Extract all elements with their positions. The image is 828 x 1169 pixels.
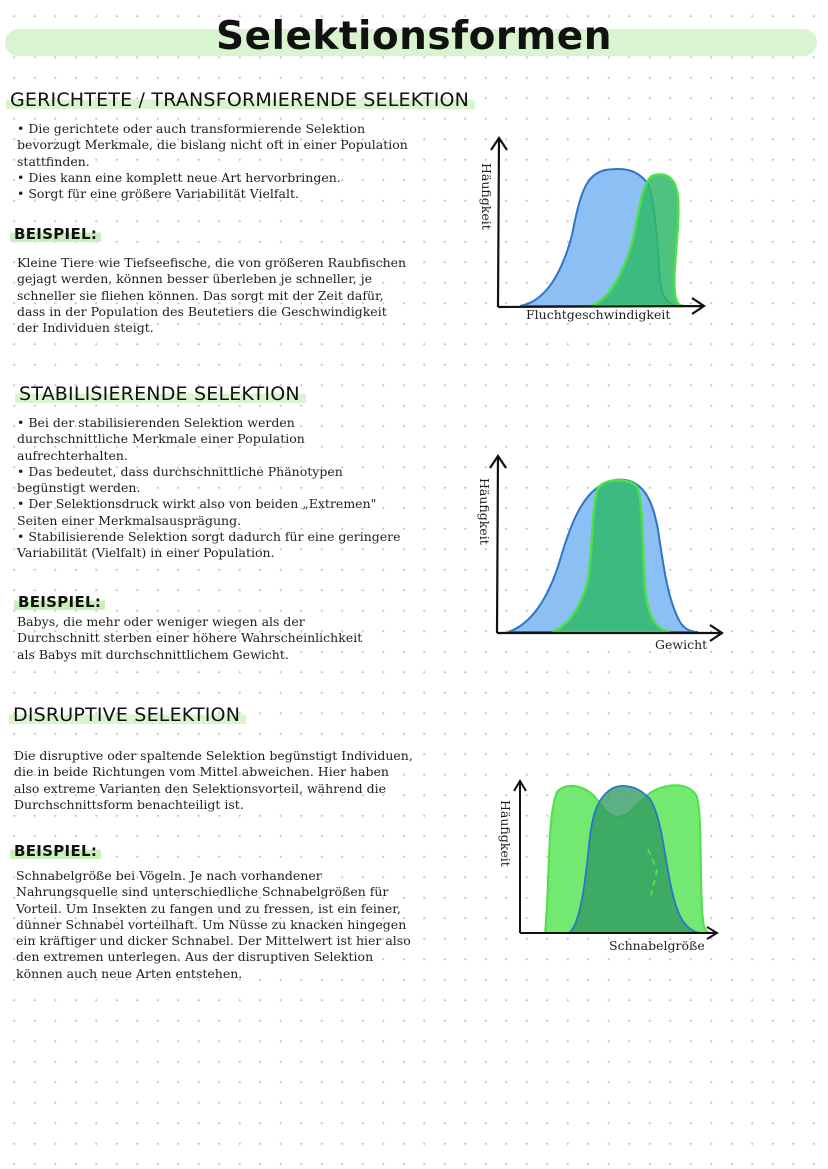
text-line: • Der Selektionsdruck wirkt also von beiden „Extremen" (17, 496, 377, 512)
text-line: ein kräftiger und dicker Schnabel. Der Mittelwert ist hier also (16, 933, 411, 949)
directional-selection-chart (480, 130, 720, 330)
text-line: bevorzugt Merkmale, die bislang nicht oft in einer Population (17, 137, 408, 153)
text-line: Variabilität (Vielfalt) in einer Population. (17, 545, 275, 561)
text-line: der Individuen steigt. (17, 320, 154, 336)
y-axis-label: Häufigkeit (477, 478, 492, 545)
text-line: stattfinden. (17, 153, 90, 169)
section-heading-disruptive: DISRUPTIVE SELEKTION (9, 704, 246, 726)
section-text-directional (17, 121, 408, 202)
example-heading-disruptive: BEISPIEL: (10, 842, 101, 860)
text-line: Durchschnitt sterben einer höhere Wahrscheinlichkeit (17, 630, 363, 646)
text-line: • Dies kann eine komplett neue Art hervorbringen. (17, 169, 341, 185)
text-line: • Sorgt für eine größere Variabilität Vielfalt. (17, 186, 299, 202)
text-line: also extreme Varianten den Selektionsvorteil, während die (14, 780, 386, 796)
text-line: den extremen unterlegen. Aus der disruptiven Selektion (16, 949, 374, 965)
text-line: können auch neue Arten entstehen. (16, 965, 243, 981)
x-axis-label: Gewicht (655, 637, 708, 652)
text-line: dass in der Population des Beutetiers die Geschwindigkeit (17, 303, 387, 319)
y-axis (490, 456, 506, 633)
example-text-directional (17, 255, 406, 336)
text-line: Babys, die mehr oder weniger wiegen als der (17, 614, 305, 629)
text-line: durchschnittliche Merkmale einer Population (17, 431, 305, 447)
text-line: schneller sie fliehen können. Das sorgt mit der Zeit dafür, (17, 287, 384, 303)
text-line: dünner Schnabel vorteilhaft. Um Nüsse zu knacken hingegen (16, 916, 407, 932)
section-heading-directional: GERICHTETE / TRANSFORMIERENDE SELEKTION (6, 89, 475, 111)
text-line: • Die gerichtete oder auch transformierende Selektion (17, 121, 365, 136)
text-line: als Babys mit durchschnittlichem Gewicht. (17, 646, 289, 662)
text-line: Die disruptive oder spaltende Selektion begünstigt Individuen, (14, 748, 413, 763)
example-heading-directional: BEISPIEL: (10, 225, 101, 243)
text-line: Schnabelgröße bei Vögeln. Je nach vorhandener (16, 868, 322, 883)
example-heading-stabilizing: BEISPIEL: (14, 593, 105, 611)
text-line: Seiten einer Merkmalsausprägung. (17, 512, 242, 528)
stabilizing-selection-chart (480, 450, 730, 650)
disruptive-selection-chart (505, 775, 730, 945)
text-line: gejagt werden, können besser überleben je schneller, je (17, 271, 373, 287)
y-axis (514, 781, 526, 933)
section-text-disruptive (14, 748, 413, 813)
text-line: die in beide Richtungen vom Mittel abweichen. Hier haben (14, 764, 389, 780)
text-line: • Stabilisierende Selektion sorgt dadurch für eine geringere (17, 529, 401, 545)
example-text-stabilizing (17, 614, 362, 663)
text-line: Vorteil. Um Insekten zu fangen und zu fressen, ist ein feiner, (16, 900, 401, 916)
section-heading-stabilizing: STABILISIERENDE SELEKTION (15, 383, 306, 405)
x-axis-label: Schnabelgröße (609, 938, 705, 953)
section-text-stabilizing (17, 415, 401, 562)
text-line: begünstigt werden. (17, 480, 141, 496)
text-line: aufrechterhalten. (17, 447, 128, 463)
y-axis-label: Häufigkeit (479, 163, 494, 230)
y-axis-label: Häufigkeit (498, 800, 513, 867)
text-line: • Bei der stabilisierenden Selektion werden (17, 415, 295, 430)
text-line: Kleine Tiere wie Tiefseefische, die von größeren Raubfischen (17, 255, 407, 270)
page-title: Selektionsformen (216, 14, 612, 59)
x-axis-label: Fluchtgeschwindigkeit (526, 307, 671, 322)
text-line: Nahrungsquelle sind unterschiedliche Schnabelgrößen für (16, 884, 389, 900)
text-line: Durchschnittsform benachteiligt ist. (14, 796, 244, 812)
text-line: • Das bedeutet, dass durchschnittliche Phänotypen (17, 463, 343, 479)
example-text-disruptive (16, 868, 411, 982)
